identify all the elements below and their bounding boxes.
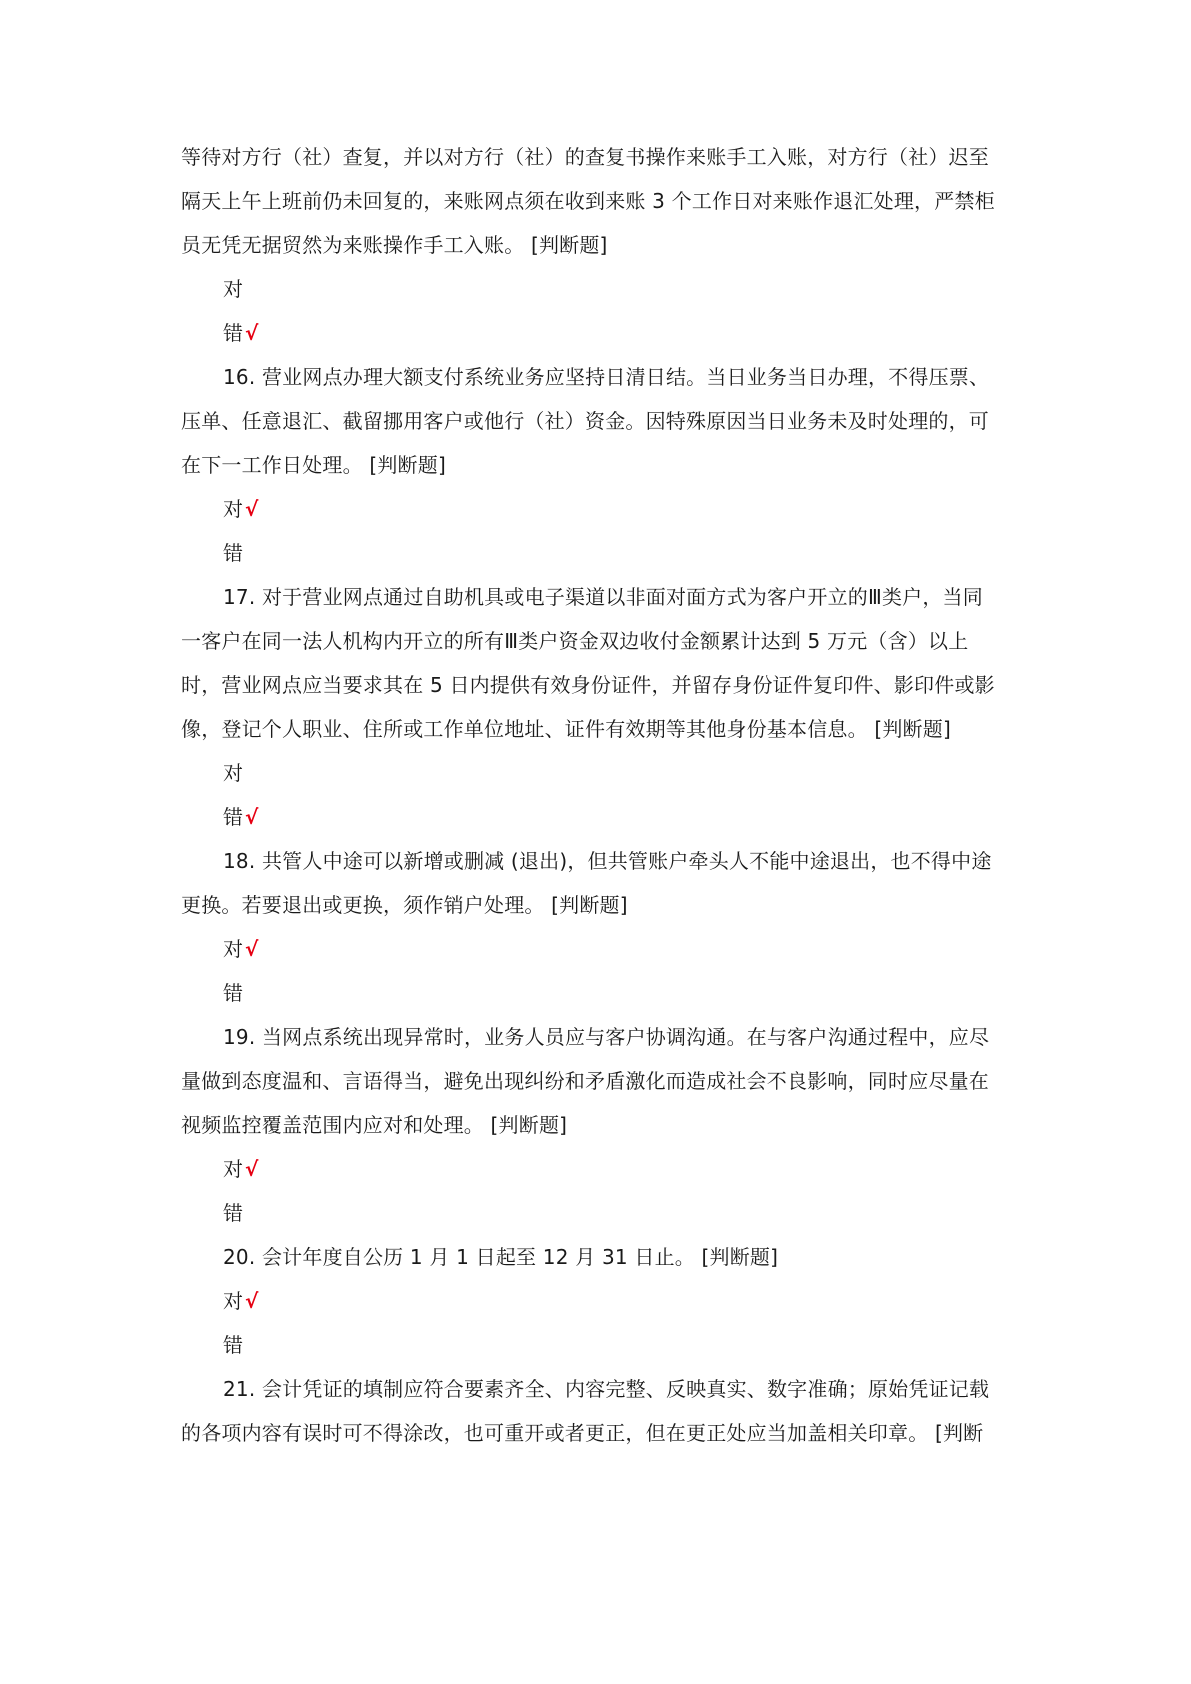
check-mark-icon: √ bbox=[245, 937, 259, 961]
question-16-option-false bbox=[223, 539, 245, 567]
question-20-line-1: 20. 会计年度自公历 1 月 1 日起至 12 月 31 日止。 [判断题] bbox=[223, 1245, 779, 1269]
question-15-line-3: 员无凭无据贸然为来账操作手工入账。 [判断题] bbox=[181, 233, 608, 257]
question-19-option-false bbox=[223, 1199, 245, 1227]
option-false-label: 错 bbox=[223, 1201, 243, 1225]
question-21-line-1: 21. 会计凭证的填制应符合要素齐全、内容完整、反映真实、数字准确；原始凭证记载 bbox=[223, 1377, 990, 1401]
check-mark-icon: √ bbox=[245, 1157, 259, 1181]
option-false-label: 错 bbox=[223, 1333, 243, 1357]
question-16-line-1: 16. 营业网点办理大额支付系统业务应坚持日清日结。当日业务当日办理，不得压票、 bbox=[223, 365, 990, 389]
question-15-line-2: 隔天上午上班前仍未回复的，来账网点须在收到来账 3 个工作日对来账作退汇处理，严禁柜 bbox=[181, 189, 995, 213]
question-17-line-2: 一客户在同一法人机构内开立的所有Ⅲ类户资金双边收付金额累计达到 5 万元（含）以上 bbox=[181, 629, 969, 653]
question-18-line-1: 18. 共管人中途可以新增或删减 (退出)，但共管账户牵头人不能中途退出，也不得中途 bbox=[223, 849, 992, 873]
option-true-label: 对 bbox=[223, 1157, 243, 1181]
question-15-line-1: 等待对方行（社）查复，并以对方行（社）的查复书操作来账手工入账，对方行（社）迟至 bbox=[181, 145, 989, 169]
option-false-label: 错 bbox=[223, 321, 243, 345]
question-18-line-2: 更换。若要退出或更换，须作销户处理。 [判断题] bbox=[181, 893, 628, 917]
question-18-option-false bbox=[223, 979, 245, 1007]
option-true-label: 对 bbox=[223, 1289, 243, 1313]
option-true-label: 对 bbox=[223, 937, 243, 961]
question-19-line-2: 量做到态度温和、言语得当，避免出现纠纷和矛盾激化而造成社会不良影响，同时应尽量在 bbox=[181, 1069, 989, 1093]
question-17-option-false bbox=[223, 803, 258, 831]
check-mark-icon: √ bbox=[245, 805, 259, 829]
option-true-label: 对 bbox=[223, 497, 243, 521]
question-19-option-true bbox=[223, 1155, 258, 1183]
question-18-option-true bbox=[223, 935, 258, 963]
option-false-label: 错 bbox=[223, 541, 243, 565]
question-17-option-true bbox=[223, 759, 245, 787]
question-17-line-1: 17. 对于营业网点通过自助机具或电子渠道以非面对面方式为客户开立的Ⅲ类户，当同 bbox=[223, 585, 983, 609]
option-false-label: 错 bbox=[223, 805, 243, 829]
question-15-option-false bbox=[223, 319, 258, 347]
question-15-option-true bbox=[223, 275, 245, 303]
question-20-option-true bbox=[223, 1287, 258, 1315]
question-19-line-1: 19. 当网点系统出现异常时，业务人员应与客户协调沟通。在与客户沟通过程中，应尽 bbox=[223, 1025, 990, 1049]
option-true-label: 对 bbox=[223, 277, 243, 301]
question-21-line-2: 的各项内容有误时可不得涂改，也可重开或者更正，但在更正处应当加盖相关印章。 [判断 bbox=[181, 1421, 984, 1445]
check-mark-icon: √ bbox=[245, 497, 259, 521]
question-19-line-3: 视频监控覆盖范围内应对和处理。 [判断题] bbox=[181, 1113, 568, 1137]
question-20-option-false bbox=[223, 1331, 245, 1359]
option-false-label: 错 bbox=[223, 981, 243, 1005]
check-mark-icon: √ bbox=[245, 321, 259, 345]
question-16-option-true bbox=[223, 495, 258, 523]
question-16-line-2: 压单、任意退汇、截留挪用客户或他行（社）资金。因特殊原因当日业务未及时处理的，可 bbox=[181, 409, 989, 433]
question-17-line-3: 时，营业网点应当要求其在 5 日内提供有效身份证件，并留存身份证件复印件、影印件或影 bbox=[181, 673, 995, 697]
question-17-line-4: 像，登记个人职业、住所或工作单位地址、证件有效期等其他身份基本信息。 [判断题] bbox=[181, 717, 951, 741]
question-16-line-3: 在下一工作日处理。 [判断题] bbox=[181, 453, 446, 477]
check-mark-icon: √ bbox=[245, 1289, 259, 1313]
option-true-label: 对 bbox=[223, 761, 243, 785]
